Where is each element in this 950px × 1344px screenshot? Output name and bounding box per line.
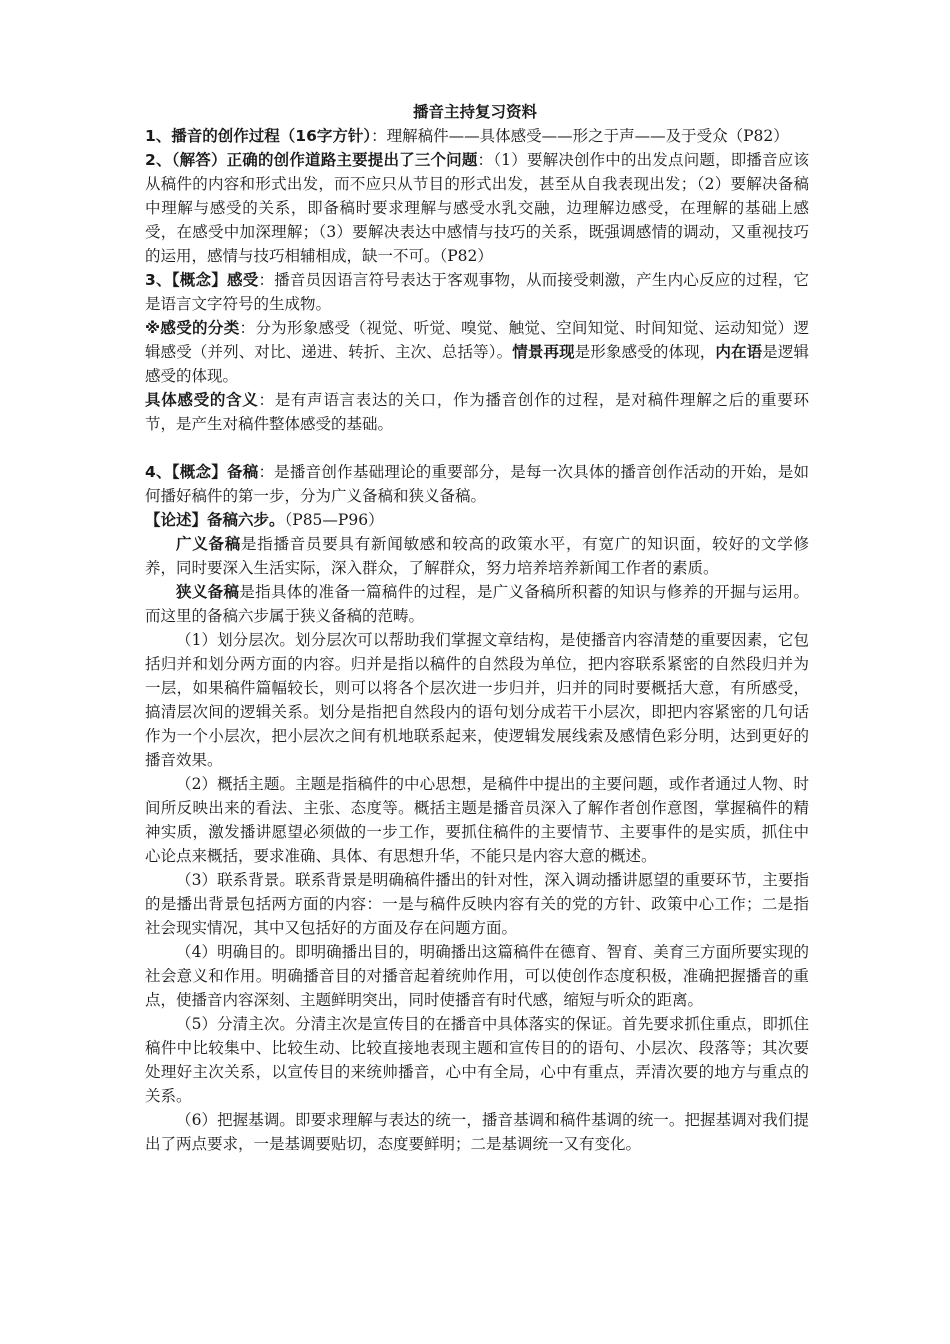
section-4 bbox=[145, 460, 809, 508]
meaning-heading: 具体感受的含义 bbox=[145, 391, 259, 409]
section-4-heading: 4、【概念】备稿 bbox=[145, 463, 259, 481]
classification-heading: ※感受的分类 bbox=[145, 319, 240, 337]
section-2-text: ：（1）要解决创作中的出发点问题，即播音应该从稿件的内容和形式出发，而不应只从节目的形式出发，甚至从自我表现出发；（2）要解决备稿中理解与感受的关系，即备稿时要求理解与感受水乳交融，边理解边感受，在理解的基础上感受，在感受中加深理解；（3）要解决表达中感情与技巧的关系，既强调感情的调动，又重视技巧的运用，感情与技巧相辅相成，缺一不可。（P82） bbox=[145, 151, 809, 265]
classification-text: ：分为形象感受（视觉、听觉、嗅觉、触觉、空间知觉、时间知觉、运动知觉）逻辑感受（并列、对比、递进、转折、主次、总括等）。 bbox=[145, 319, 809, 361]
step-4: （4）明确目的。即明确播出目的，明确播出这篇稿件在德育、智育、美育三方面所要实现的社会意义和作用。明确播音目的对播音起着统帅作用，可以使创作态度积极，准确把握播音的重点，使播音内容深刻、主题鲜明突出，同时使播音有时代感，缩短与听众的距离。 bbox=[145, 943, 809, 1009]
step-5: （5）分清主次。分清主次是宣传目的在播音中具体落实的保证。首先要求抓住重点，即抓住稿件中比较集中、比较生动、比较直接地表现主题和宣传目的的语句、小层次、段落等；其次要处理好主次关系，以宣传目的来统帅播音，心中有全局，心中有重点，弄清次要的地方与重点的关系。 bbox=[145, 1015, 809, 1105]
section-3-text: ：播音员因语言符号表达于客观事物，从而接受刺激，产生内心反应的过程，它是语言文字符号的生成物。 bbox=[145, 271, 809, 313]
section-1-text: ：理解稿件——具体感受——形之于声——及于受众（P82） bbox=[371, 127, 789, 145]
step-3: （3）联系背景。联系背景是明确稿件播出的针对性，深入调动播讲愿望的重要环节，主要指的是播出背景包括两方面的内容：一是与稿件反映内容有关的党的方针、政策中心工作；二是指社会现实情况，其中又包括好的方面及存在问题方面。 bbox=[145, 871, 809, 937]
inner-speech-text: 是逻辑感受的体现。 bbox=[145, 343, 809, 385]
essay-heading-line bbox=[145, 508, 809, 532]
narrow-text: 是指具体的准备一篇稿件的过程，是广义备稿所积蓄的知识与修养的开掘与运用。而这里的备稿六步属于狭义备稿的范畴。 bbox=[145, 583, 809, 625]
perception-classification bbox=[145, 316, 809, 388]
section-3-heading: 3、【概念】感受 bbox=[145, 271, 259, 289]
essay-heading: 【论述】备稿六步。 bbox=[145, 511, 285, 529]
page-title: 播音主持复习资料 bbox=[412, 103, 537, 121]
section-1 bbox=[145, 124, 809, 148]
section-4-text: ：是播音创作基础理论的重要部分，是每一次具体的播音创作活动的开始，是如何播好稿件的第一步，分为广义备稿和狭义备稿。 bbox=[145, 463, 809, 505]
section-3 bbox=[145, 268, 809, 316]
section-2-heading: 2、（解答）正确的创作道路主要提出了三个问题 bbox=[145, 151, 478, 169]
step-1: （1）划分层次。划分层次可以帮助我们掌握文章结构，是使播音内容清楚的重要因素，它包括归并和划分两方面的内容。归并是指以稿件的自然段为单位，把内容联系紧密的自然段归并为一层，如果稿件篇幅较长，则可以将各个层次进一步归并，归并的同时要概括大意，有所感受，搞清层次间的逻辑关系。划分是指把自然段内的语句划分成若干小层次，即把内容紧密的几句话作为一个小层次，把小层次之间有机地联系起来，使逻辑发展线索及感情色彩分明，达到更好的播音效果。 bbox=[145, 631, 809, 769]
meaning-text: ：是有声语言表达的关口，作为播音创作的过程，是对稿件理解之后的重要环节，是产生对稿件整体感受的基础。 bbox=[145, 391, 809, 433]
inner-speech-term: 内在语 bbox=[715, 343, 763, 361]
step-2: （2）概括主题。主题是指稿件的中心思想，是稿件中提出的主要问题，或作者通过人物、时间所反映出来的看法、主张、态度等。概括主题是播音员深入了解作者创作意图，掌握稿件的精神实质，激发播讲愿望必须做的一步工作，要抓住稿件的主要情节、主要事件的是实质，抓住中心论点来概括，要求准确、具体、有思想升华，不能只是内容大意的概述。 bbox=[145, 775, 809, 865]
step-6: （6）把握基调。即要求理解与表达的统一，播音基调和稿件基调的统一。把握基调对我们提出了两点要求，一是基调要贴切，态度要鲜明；二是基调统一又有变化。 bbox=[145, 1111, 809, 1153]
narrow-preparation bbox=[145, 580, 809, 628]
essay-pages: （P85—P96） bbox=[284, 511, 384, 529]
perception-meaning bbox=[145, 388, 809, 436]
scene-reproduction-text: 是形象感受的体现， bbox=[574, 343, 716, 361]
scene-reproduction-term: 情景再现 bbox=[512, 343, 575, 361]
document-body bbox=[145, 124, 809, 1156]
broad-text: 是指播音员要具有新闻敏感和较高的政策水平，有宽广的知识面，较好的文学修养，同时要深入生活实际，深入群众，了解群众，努力培养培养新闻工作者的素质。 bbox=[145, 535, 809, 577]
narrow-heading: 狭义备稿 bbox=[176, 583, 240, 601]
broad-heading: 广义备稿 bbox=[176, 535, 241, 553]
section-1-heading: 1、播音的创作过程（16字方针） bbox=[145, 127, 372, 145]
broad-preparation bbox=[145, 532, 809, 580]
section-2 bbox=[145, 148, 809, 268]
